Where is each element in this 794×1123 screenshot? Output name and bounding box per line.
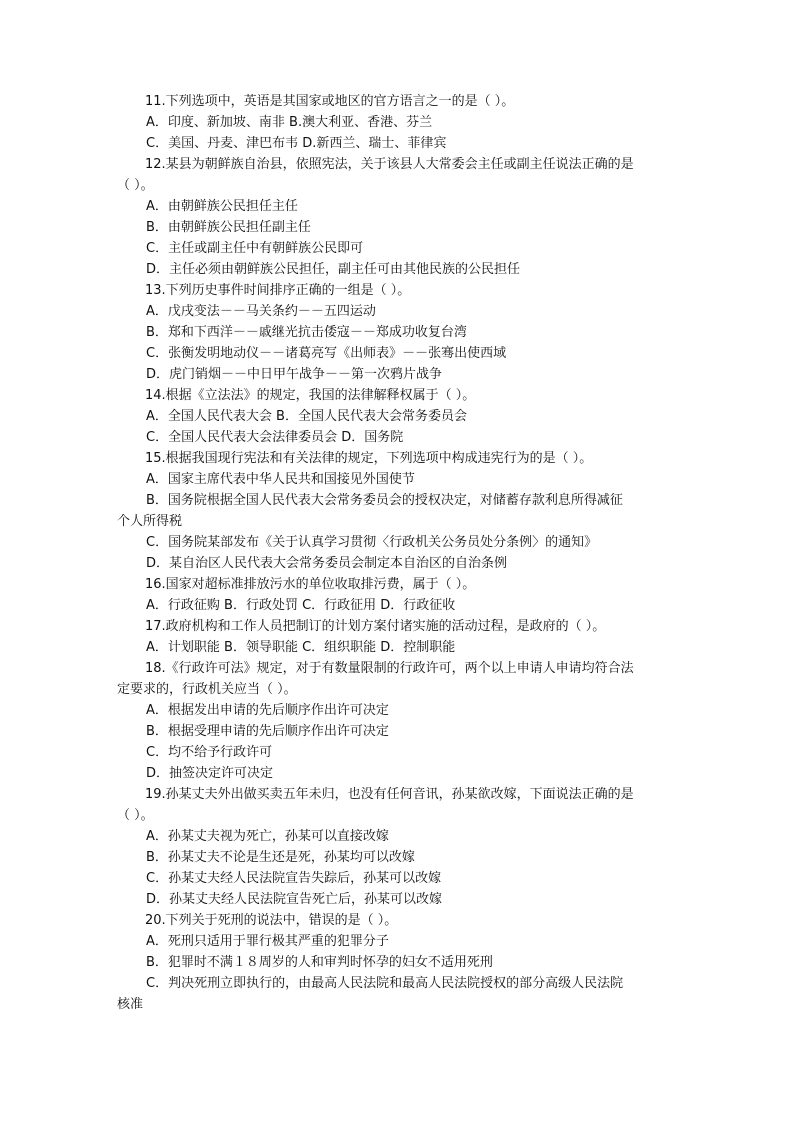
answer-option-line: A．戊戌变法－－马关条约－－五四运动 bbox=[146, 304, 376, 319]
continuation-line: 定要求的，行政机关应当（ ）。 bbox=[117, 682, 297, 697]
answer-option-line: A．印度、新加坡、南非 B.澳大利亚、香港、芬兰 bbox=[146, 115, 433, 130]
answer-option-line: A．孙某丈夫视为死亡，孙某可以直接改嫁 bbox=[146, 829, 389, 844]
question-line: 19.孙某丈夫外出做买卖五年未归，也没有任何音讯，孙某欲改嫁，下面说法正确的是 bbox=[145, 787, 634, 802]
answer-option-line: C．均不给予行政许可 bbox=[146, 745, 273, 760]
question-line: 13.下列历史事件时间排序正确的一组是（ ）。 bbox=[145, 283, 411, 298]
answer-option-line: B．由朝鲜族公民担任副主任 bbox=[146, 220, 311, 235]
answer-option-line: A．由朝鲜族公民担任主任 bbox=[146, 199, 298, 214]
question-line: 18.《行政许可法》规定，对于有数量限制的行政许可，两个以上申请人申请均符合法 bbox=[145, 661, 634, 676]
answer-option-line: C．国务院某部发布《关于认真学习贯彻〈行政机关公务员处分条例〉的通知》 bbox=[146, 535, 598, 550]
answer-option-line: A．全国人民代表大会 B．全国人民代表大会常务委员会 bbox=[146, 409, 467, 424]
continuation-line: 个人所得税 bbox=[117, 514, 183, 529]
document-body bbox=[117, 91, 677, 1015]
answer-option-line: C．全国人民代表大会法律委员会 D．国务院 bbox=[146, 430, 404, 445]
answer-option-line: B．郑和下西洋－－戚继光抗击倭寇－－郑成功收复台湾 bbox=[146, 325, 467, 340]
answer-option-line: B．犯罪时不满１８周岁的人和审判时怀孕的妇女不适用死刑 bbox=[146, 955, 493, 970]
answer-option-line: A．根据发出申请的先后顺序作出许可决定 bbox=[146, 703, 389, 718]
answer-option-line: D．某自治区人民代表大会常务委员会制定本自治区的自治条例 bbox=[146, 556, 508, 571]
question-line: 14.根据《立法法》的规定，我国的法律解释权属于（ ）。 bbox=[145, 388, 476, 403]
answer-option-line: D．抽签决定许可决定 bbox=[146, 766, 274, 781]
question-line: 16.国家对超标准排放污水的单位收取排污费，属于（ ）。 bbox=[145, 577, 476, 592]
answer-option-line: B．孙某丈夫不论是生还是死，孙某均可以改嫁 bbox=[146, 850, 415, 865]
answer-option-line: C．美国、丹麦、津巴布韦 D.新西兰、瑞士、菲律宾 bbox=[146, 136, 447, 151]
answer-option-line: A．计划职能 B．领导职能 C．组织职能 D．控制职能 bbox=[146, 640, 456, 655]
continuation-line: （ ）。 bbox=[117, 178, 154, 193]
question-line: 17.政府机构和工作人员把制订的计划方案付诸实施的活动过程，是政府的（ ）。 bbox=[145, 619, 606, 634]
answer-option-line: D．主任必须由朝鲜族公民担任，副主任可由其他民族的公民担任 bbox=[146, 262, 521, 277]
answer-option-line: C．张衡发明地动仪－－诸葛亮写《出师表》－－张骞出使西域 bbox=[146, 346, 507, 361]
answer-option-line: C．孙某丈夫经人民法院宣告失踪后，孙某可以改嫁 bbox=[146, 871, 442, 886]
answer-option-line: A．死刑只适用于罪行极其严重的犯罪分子 bbox=[146, 934, 389, 949]
answer-option-line: A．行政征购 B．行政处罚 C．行政征用 D．行政征收 bbox=[146, 598, 456, 613]
answer-option-line: B．根据受理申请的先后顺序作出许可决定 bbox=[146, 724, 389, 739]
continuation-line: 核准 bbox=[117, 997, 144, 1012]
question-line: 11.下列选项中，英语是其国家或地区的官方语言之一的是（ ）。 bbox=[145, 94, 515, 109]
answer-option-line: B．国务院根据全国人民代表大会常务委员会的授权决定，对储蓄存款利息所得减征 bbox=[146, 493, 623, 508]
continuation-line: （ ）。 bbox=[117, 808, 154, 823]
question-line: 15.根据我国现行宪法和有关法律的规定，下列选项中构成违宪行为的是（ ）。 bbox=[145, 451, 593, 466]
question-line: 20.下列关于死刑的说法中，错误的是（ ）。 bbox=[145, 913, 398, 928]
answer-option-line: A．国家主席代表中华人民共和国接见外国使节 bbox=[146, 472, 415, 487]
answer-option-line: D．孙某丈夫经人民法院宣告死亡后，孙某可以改嫁 bbox=[146, 892, 443, 907]
answer-option-line: D．虎门销烟－－中日甲午战争－－第一次鸦片战争 bbox=[146, 367, 443, 382]
answer-option-line: C．判决死刑立即执行的，由最高人民法院和最高人民法院授权的部分高级人民法院 bbox=[146, 976, 624, 991]
question-line: 12.某县为朝鲜族自治县，依照宪法，关于该县人大常委会主任或副主任说法正确的是 bbox=[145, 157, 634, 172]
answer-option-line: C．主任或副主任中有朝鲜族公民即可 bbox=[146, 241, 364, 256]
